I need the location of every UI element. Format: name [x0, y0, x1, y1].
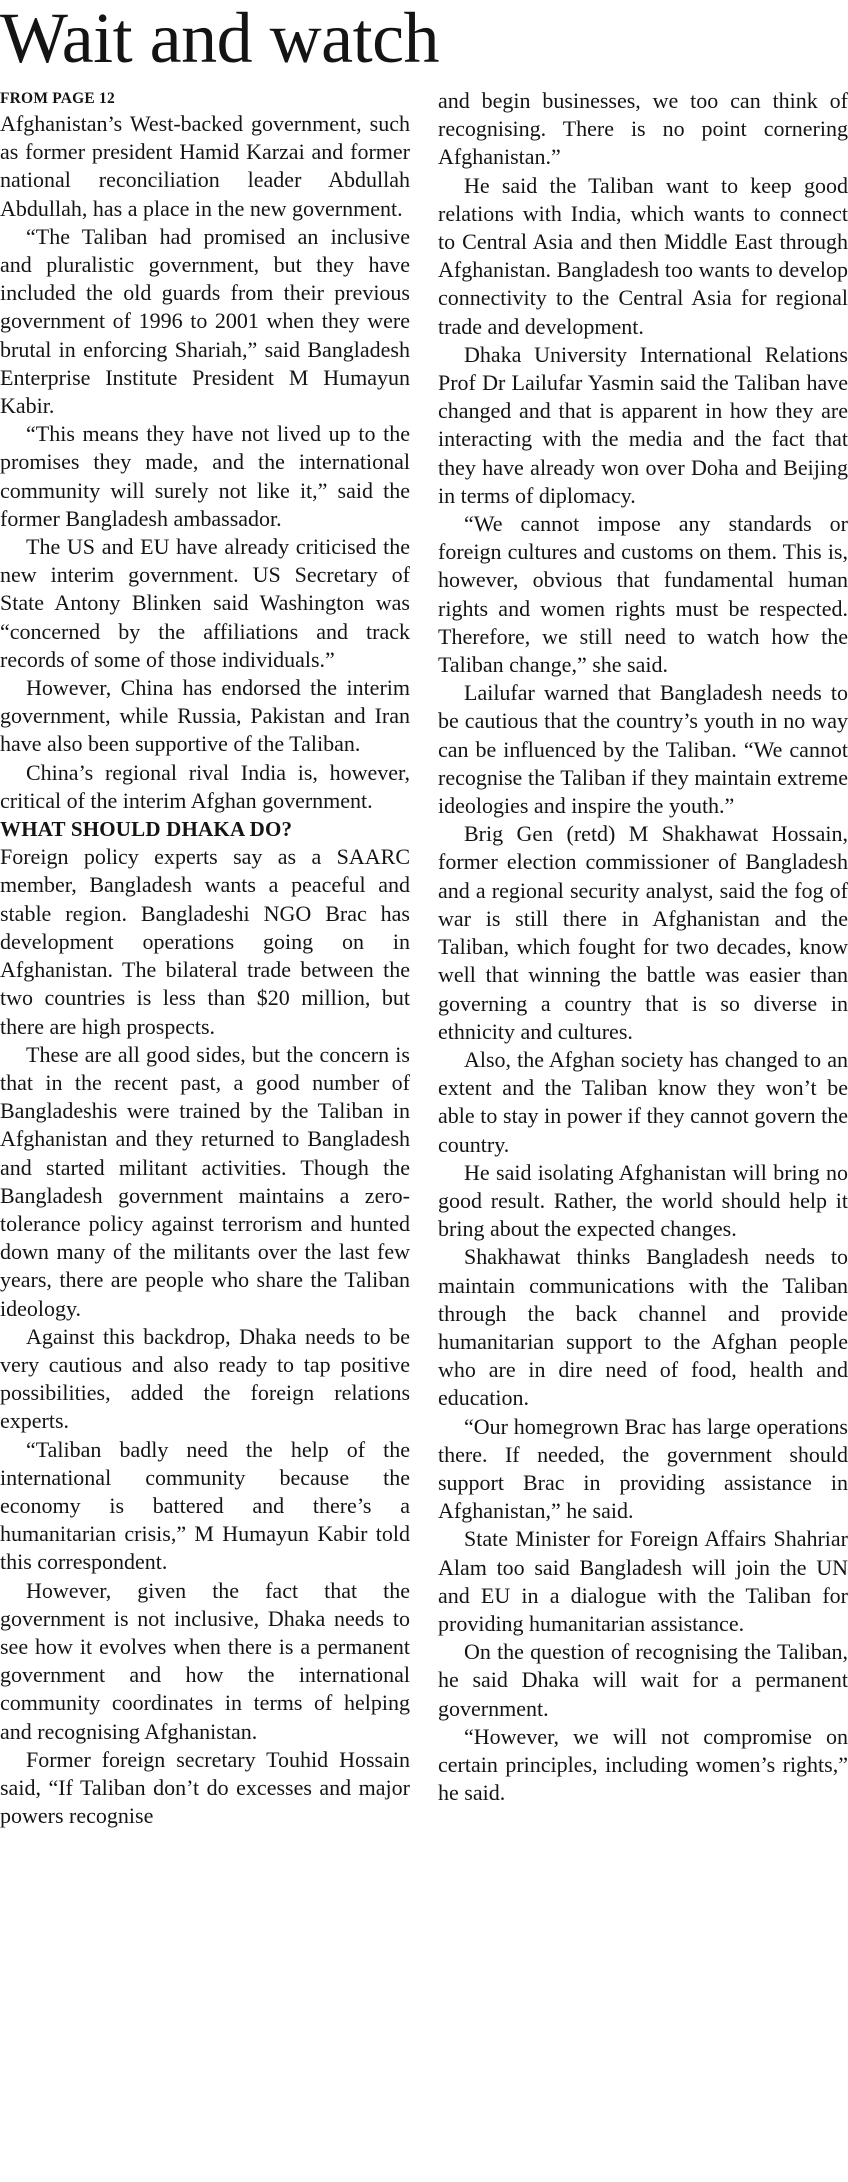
left-paragraphs-before: [0, 110, 410, 815]
article-paragraph: Dhaka University International Relations Prof Dr Lailufar Yasmin said the Taliban have changed and that is apparent in how they are interacting with the media and the fact that they have already won over Doha and Beijing in terms of diplomacy.: [438, 341, 848, 508]
left-paragraphs-after: [0, 843, 410, 1830]
article-paragraph: The US and EU have already criticised the new interim government. US Secretary of State Antony Blinken said Washington was “concerned by the affiliations and track records of some of those individuals.”: [0, 534, 410, 672]
article-paragraph: and begin businesses, we too can think of recognising. There is no point cornering Afghanistan.”: [438, 88, 848, 170]
section-subhead: WHAT SHOULD DHAKA DO?: [0, 817, 293, 842]
article-paragraph: However, given the fact that the government is not inclusive, Dhaka needs to see how it evolves when there is a permanent government and how the international community coordinates in terms of helping and recognising Afghanistan.: [0, 1577, 410, 1744]
article-column-left: [0, 88, 410, 2178]
article-paragraph: Lailufar warned that Bangladesh needs to be cautious that the country’s youth in no way can be influenced by the Taliban. “We cannot recognise the Taliban if they maintain extreme ideologies and inspire the youth.”: [438, 680, 848, 819]
article-paragraph: “Our homegrown Brac has large operations there. If needed, the government should support Brac in providing assistance in Afghanistan,” he said.: [438, 1413, 848, 1524]
article-paragraph: “Taliban badly need the help of the international community because the economy is battered and there’s a humanitarian crisis,” M Humayun Kabir told this correspondent.: [0, 1436, 410, 1575]
article-paragraph: Former foreign secretary Touhid Hossain said, “If Taliban don’t do excesses and major powers recognise: [0, 1746, 410, 1829]
article-paragraph: Shakhawat thinks Bangladesh needs to maintain communications with the Taliban through the back channel and provide humanitarian support to the Afghan people who are in dire need of food, health and education.: [438, 1244, 848, 1411]
article-paragraph: These are all good sides, but the concern is that in the recent past, a good number of Bangladeshis were trained by the Taliban in Afghanistan and they returned to Bangladesh and started militant activities. Though the Bangladesh government maintains a zero-tolerance policy against terrorism and hunted down many of the militants over the last few years, there are people who share the Taliban ideology.: [0, 1041, 410, 1321]
headline: Wait and watch: [0, 0, 440, 78]
article-paragraph: Against this backdrop, Dhaka needs to be very cautious and also ready to tap positive possibilities, added the foreign relations experts.: [0, 1323, 410, 1434]
article-paragraph: “However, we will not compromise on certain principles, including women’s rights,” he said.: [438, 1723, 848, 1806]
article-paragraph: He said the Taliban want to keep good relations with India, which wants to connect to Central Asia and then Middle East through Afghanistan. Bangladesh too wants to develop connectivity to the Central Asia for regional trade and development.: [438, 172, 848, 339]
article-paragraph: He said isolating Afghanistan will bring no good result. Rather, the world should help it bring about the expected changes.: [438, 1159, 848, 1242]
article-paragraph: On the question of recognising the Taliban, he said Dhaka will wait for a permanent government.: [438, 1639, 848, 1721]
article-paragraph: However, China has endorsed the interim government, while Russia, Pakistan and Iran have also been supportive of the Taliban.: [0, 675, 410, 757]
article-paragraph: “The Taliban had promised an inclusive and pluralistic government, but they have included the old guards from their previous government of 1996 to 2001 when they were brutal in enforcing Shariah,” said Bangladesh Enterprise Institute President M Humayun Kabir.: [0, 223, 410, 419]
article-paragraph: China’s regional rival India is, however, critical of the interim Afghan government.: [0, 759, 410, 813]
article-paragraph: Foreign policy experts say as a SAARC member, Bangladesh wants a peaceful and stable region. Bangladeshi NGO Brac has development operations going on in Afghanistan. The bilateral trade between the two countries is less than $20 million, but there are high prospects.: [0, 844, 410, 1039]
continuation-kicker: FROM PAGE 12: [0, 90, 115, 107]
right-paragraphs: [438, 87, 848, 1807]
article-paragraph: “This means they have not lived up to the promises they made, and the international community will surely not like it,” said the former Bangladesh ambassador.: [0, 421, 410, 531]
article-paragraph: Also, the Afghan society has changed to an extent and the Taliban know they won’t be able to stay in power if they cannot govern the country.: [438, 1046, 848, 1157]
article-paragraph: Afghanistan’s West-backed government, such as former president Hamid Karzai and former national reconciliation leader Abdullah Abdullah, has a place in the new government.: [0, 111, 410, 221]
article-paragraph: Brig Gen (retd) M Shakhawat Hossain, former election commissioner of Bangladesh and a regional security analyst, said the fog of war is still there in Afghanistan and the Taliban, which fought for two decades, know well that winning the battle was easier than governing a country that is so diverse in ethnicity and cultures.: [438, 821, 848, 1044]
article-column-right: [438, 87, 848, 2177]
article-paragraph: State Minister for Foreign Affairs Shahriar Alam too said Bangladesh will join the UN and EU in a dialogue with the Taliban for providing humanitarian assistance.: [438, 1526, 848, 1636]
article-paragraph: “We cannot impose any standards or foreign cultures and customs on them. This is, however, obvious that fundamental human rights and women rights must be respected. Therefore, we still need to watch how the Taliban change,” she said.: [438, 511, 848, 678]
